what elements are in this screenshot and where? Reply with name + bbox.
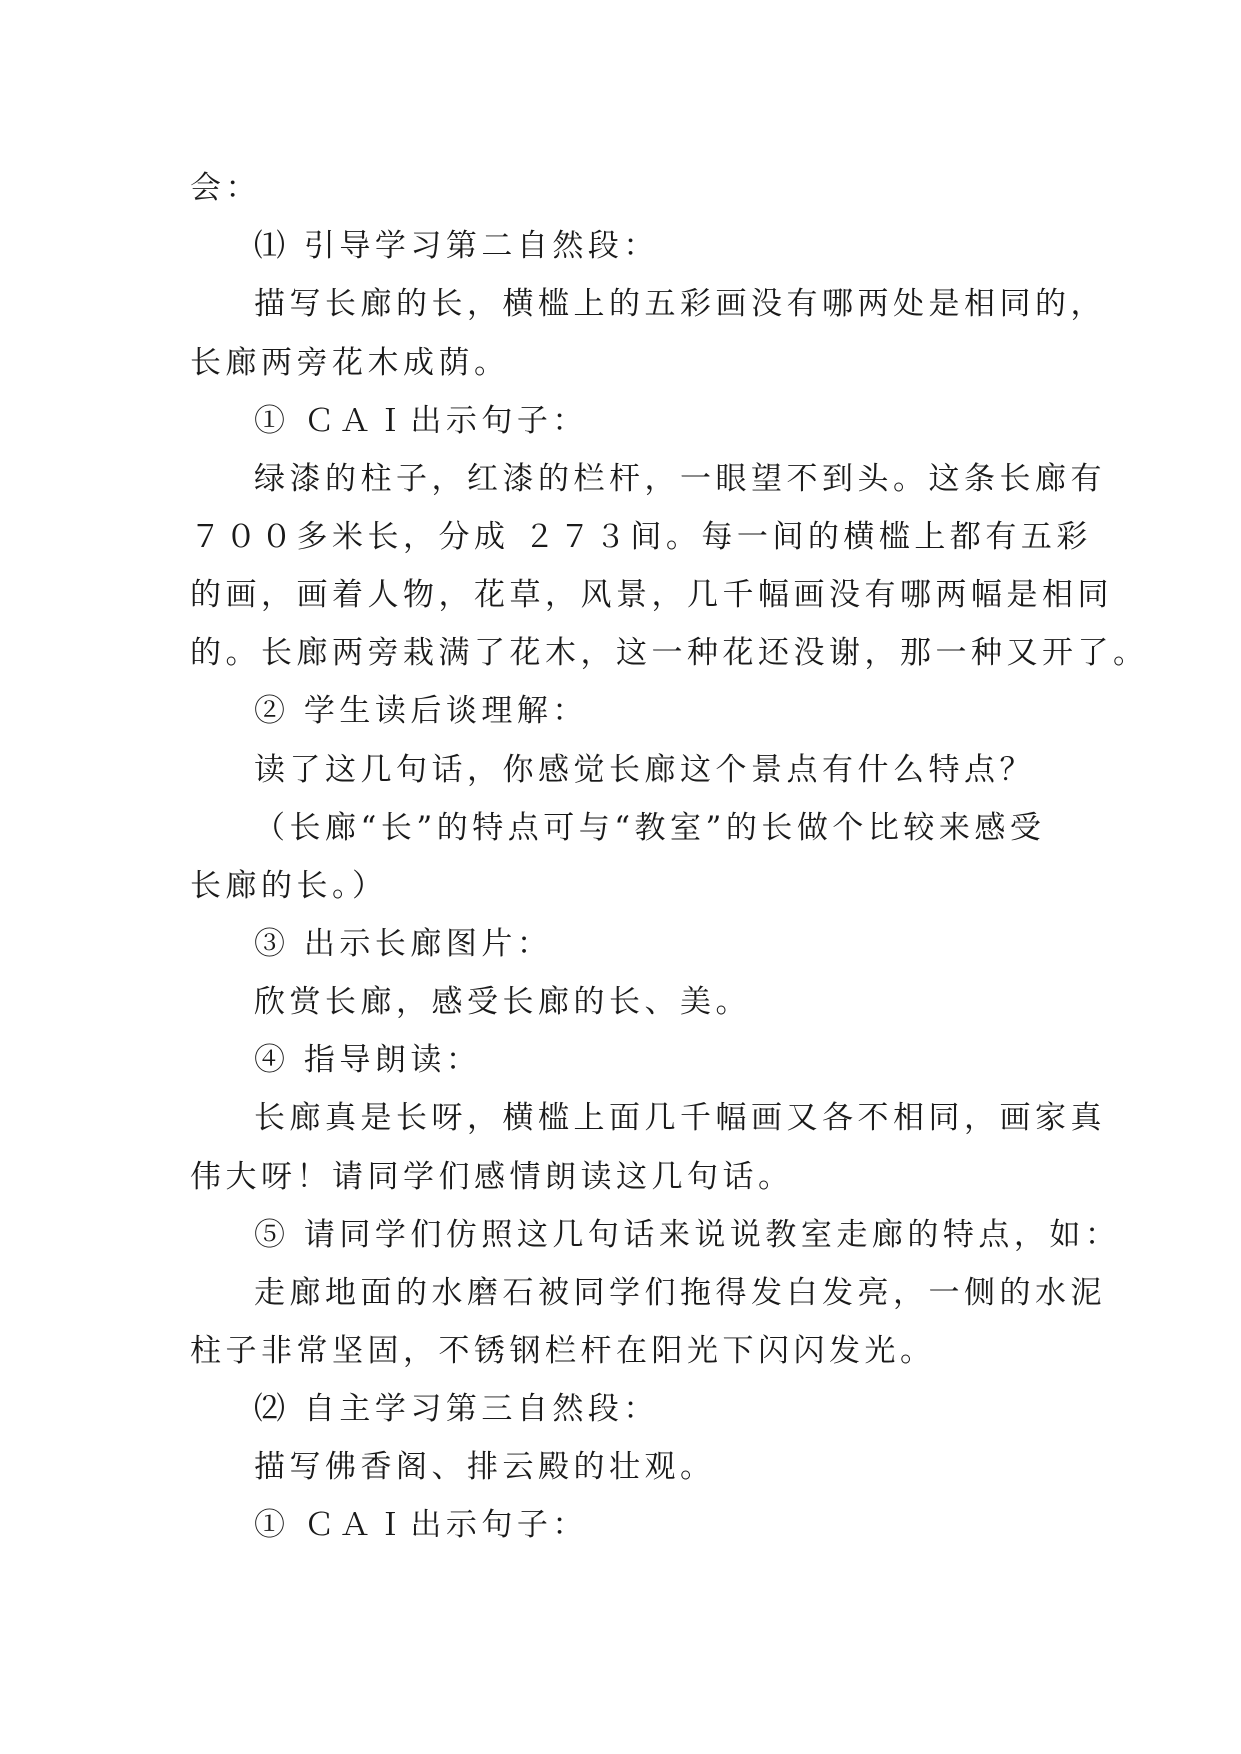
text-line: ７００多米长，分成 ２７３间。每一间的横槛上都有五彩 (190, 519, 1092, 555)
text-line: ③ 出示长廊图片： (254, 926, 553, 962)
text-line: ⑤ 请同学们仿照这几句话来说说教室走廊的特点，如： (254, 1217, 1121, 1253)
text-line: 欣赏长廊，感受长廊的长、美。 (254, 984, 751, 1020)
text-line: 会： (190, 170, 261, 206)
text-line: ④ 指导朗读： (254, 1042, 482, 1078)
text-line: ⑴ 引导学习第二自然段： (254, 228, 659, 264)
text-line: 绿漆的柱子，红漆的栏杆，一眼望不到头。这条长廊有 (254, 461, 1106, 497)
text-line: ① ＣＡＩ出示句子： (254, 403, 588, 439)
text-line: 描写佛香阁、排云殿的壮观。 (254, 1449, 716, 1485)
text-line: ① ＣＡＩ出示句子： (254, 1507, 588, 1543)
text-line: 的。长廊两旁栽满了花木，这一种花还没谢，那一种又开了。 (190, 635, 1149, 671)
text-line: 长廊两旁花木成荫。 (190, 345, 510, 381)
text-line: ② 学生读后谈理解： (254, 693, 588, 729)
text-line: 柱子非常坚固，不锈钢栏杆在阳光下闪闪发光。 (190, 1333, 936, 1369)
text-line: 长廊真是长呀，横槛上面几千幅画又各不相同，画家真 (254, 1100, 1106, 1136)
text-line: ⑵ 自主学习第三自然段： (254, 1391, 659, 1427)
text-line: （长廊“长”的特点可与“教室”的长做个比较来感受 (254, 810, 1046, 846)
text-line: 描写长廊的长，横槛上的五彩画没有哪两处是相同的， (254, 286, 1106, 322)
text-line: 伟大呀！请同学们感情朗读这几句话。 (190, 1159, 794, 1195)
text-line: 长廊的长。） (190, 868, 388, 904)
text-line: 走廊地面的水磨石被同学们拖得发白发亮，一侧的水泥 (254, 1275, 1106, 1311)
text-line: 读了这几句话，你感觉长廊这个景点有什么特点？ (254, 752, 1035, 788)
text-line: 的画，画着人物，花草，风景，几千幅画没有哪两幅是相同 (190, 577, 1113, 613)
